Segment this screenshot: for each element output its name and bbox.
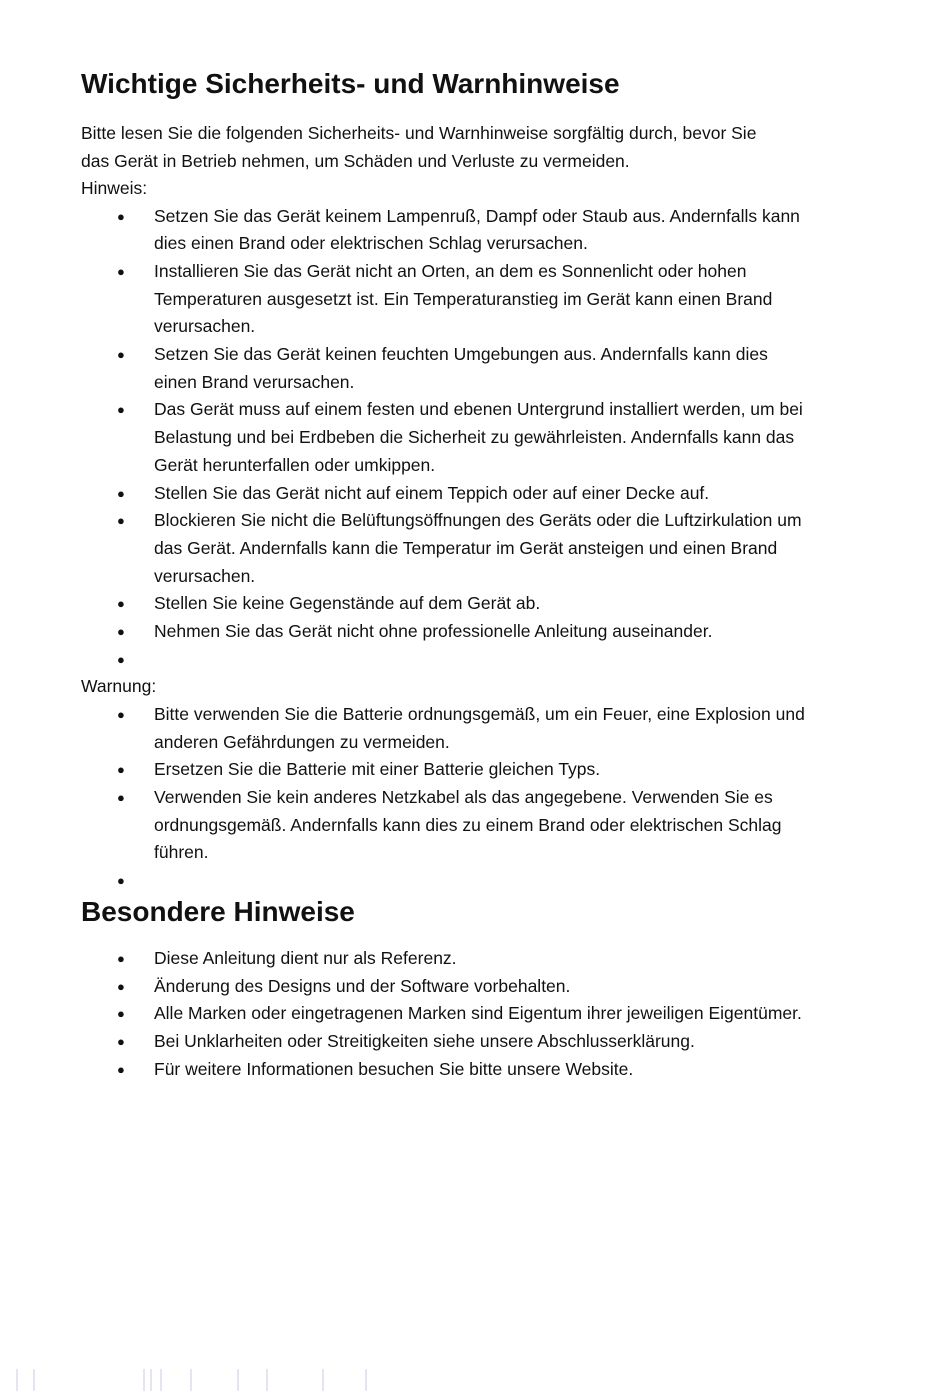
list-item: ● Diese Anleitung dient nur als Referenz. xyxy=(81,945,811,973)
bullet-icon: ● xyxy=(117,651,125,667)
bullet-icon: ● xyxy=(117,1006,125,1022)
page-title: Wichtige Sicherheits- und Warnhinweise xyxy=(81,68,620,99)
footer-mark xyxy=(365,1369,367,1391)
bullet-icon: ● xyxy=(117,951,125,966)
empty-list-item xyxy=(81,867,811,895)
footer-scan-artifact xyxy=(0,1365,950,1393)
intro-paragraph xyxy=(81,120,811,175)
list-item: ● Installieren Sie das Gerät nicht an Orten, an dem es Sonnenlicht oder hohen Temperaturen ausgesetzt ist. Ein Temperaturanstieg im Gerät kann einen Brand verursachen. xyxy=(81,258,811,341)
bullet-icon: ● xyxy=(117,1034,125,1050)
warnung-list xyxy=(81,701,811,895)
bullet-icon: ● xyxy=(117,762,125,778)
special-notes-list xyxy=(81,945,811,1084)
bullet-icon: ● xyxy=(117,790,125,806)
list-item: ● Stellen Sie keine Gegenstände auf dem Gerät ab. xyxy=(81,590,811,618)
footer-mark xyxy=(150,1369,152,1391)
list-item: ● Setzen Sie das Gerät keinem Lampenruß, Dampf oder Staub aus. Andernfalls kann dies einen Brand oder elektrischen Schlag verursachen. xyxy=(81,203,811,258)
footer-mark xyxy=(160,1369,162,1391)
bullet-icon: ● xyxy=(117,513,125,529)
list-item: ● Blockieren Sie nicht die Belüftungsöffnungen des Geräts oder die Luftzirkulation um das Gerät. Andernfalls kann die Temperatur im Gerät ansteigen und einen Brand verursachen. xyxy=(81,507,811,590)
list-item: ● Änderung des Designs und der Software vorbehalten. xyxy=(81,973,811,1001)
warnung-label: Warnung: xyxy=(81,676,157,697)
bullet-icon: ● xyxy=(117,402,125,418)
list-item: ● Bei Unklarheiten oder Streitigkeiten siehe unsere Abschlusserklärung. xyxy=(81,1028,811,1056)
bullet-icon: ● xyxy=(117,208,125,224)
hinweis-list xyxy=(81,203,811,674)
list-item: ● Bitte verwenden Sie die Batterie ordnungsgemäß, um ein Feuer, eine Explosion und anderen Gefährdungen zu vermeiden. xyxy=(81,701,811,756)
bullet-icon: ● xyxy=(117,263,125,279)
bullet-icon: ● xyxy=(117,706,125,722)
empty-list-item xyxy=(81,646,811,674)
footer-mark xyxy=(190,1369,192,1391)
list-item: ● Alle Marken oder eingetragenen Marken sind Eigentum ihrer jeweiligen Eigentümer. xyxy=(81,1000,811,1028)
bullet-icon: ● xyxy=(117,873,125,889)
special-notes-section xyxy=(81,895,811,1084)
list-item: ● Verwenden Sie kein anderes Netzkabel als das angegebene. Verwenden Sie es ordnungsgemäß. Andernfalls kann dies zu einem Brand oder elektrischen Schlag führen. xyxy=(81,784,811,867)
footer-mark xyxy=(266,1369,268,1391)
bullet-icon: ● xyxy=(117,624,125,640)
footer-mark xyxy=(237,1369,239,1391)
safety-section xyxy=(81,120,811,895)
bullet-icon: ● xyxy=(117,485,125,501)
list-item: ● Setzen Sie das Gerät keinen feuchten Umgebungen aus. Andernfalls kann dies einen Brand verursachen. xyxy=(81,341,811,396)
list-item: ● Das Gerät muss auf einem festen und ebenen Untergrund installiert werden, um bei Belastung und bei Erdbeben die Sicherheit zu gewährleisten. Andernfalls kann das Gerät herunterfallen oder umkippen. xyxy=(81,396,811,479)
footer-mark xyxy=(322,1369,324,1391)
footer-mark xyxy=(33,1369,35,1391)
bullet-icon: ● xyxy=(117,347,125,363)
footer-mark xyxy=(143,1369,145,1391)
hinweis-label: Hinweis: xyxy=(81,178,148,198)
footer-mark xyxy=(16,1369,18,1391)
list-item: ● Für weitere Informationen besuchen Sie bitte unsere Website. xyxy=(81,1056,811,1084)
list-item: ● Ersetzen Sie die Batterie mit einer Batterie gleichen Typs. xyxy=(81,756,811,784)
intro-line-2: das Gerät in Betrieb nehmen, um Schäden und Verluste zu vermeiden. xyxy=(81,150,630,171)
intro-line-1: Bitte lesen Sie die folgenden Sicherheits- und Warnhinweise sorgfältig durch, bevor Sie xyxy=(81,123,757,143)
bullet-icon: ● xyxy=(117,596,125,612)
list-item: ● Nehmen Sie das Gerät nicht ohne professionelle Anleitung auseinander. xyxy=(81,618,811,646)
section-title: Besondere Hinweise xyxy=(81,896,355,927)
bullet-icon: ● xyxy=(117,1061,125,1077)
bullet-icon: ● xyxy=(117,978,125,994)
list-item: ● Stellen Sie das Gerät nicht auf einem Teppich oder auf einer Decke auf. xyxy=(81,480,811,508)
